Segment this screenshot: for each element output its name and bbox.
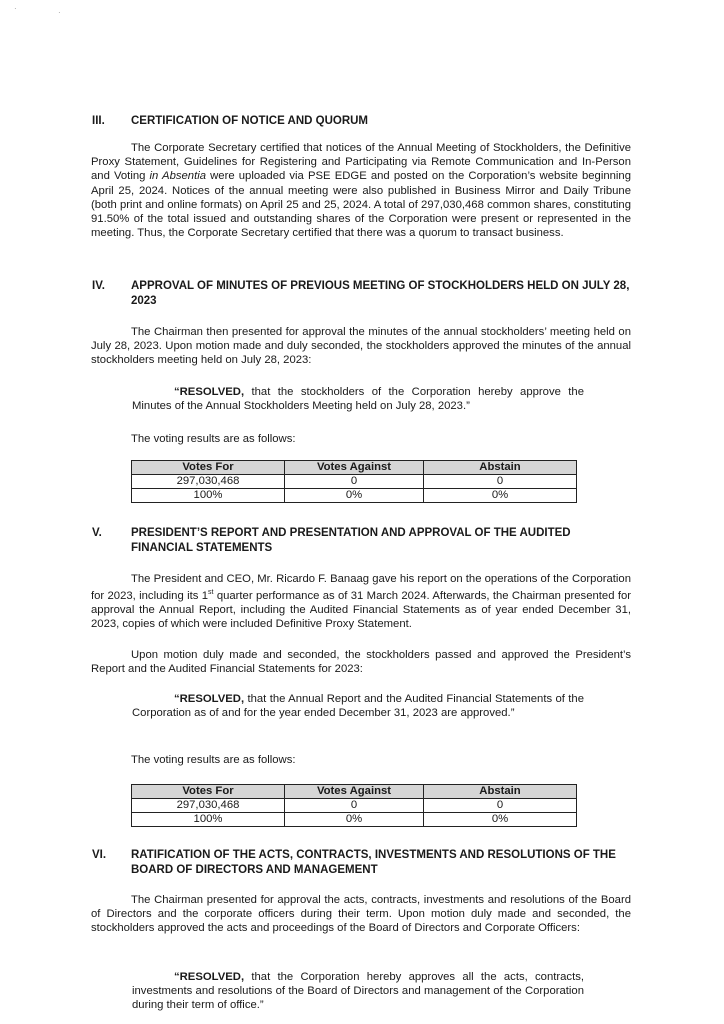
section-paragraph: Upon motion duly made and seconded, the stockholders passed and approved the President’s Report and the Audited Financial Statements for 2023:: [91, 649, 631, 676]
voting-results-label: The voting results are as follows:: [131, 433, 296, 445]
table-cell: 0: [285, 475, 424, 489]
votes-against-header: Votes Against: [285, 461, 424, 475]
resolution-quote: “RESOLVED, that the Annual Report and the Audited Financial Statements of the Corporation as of and for the year ended December 31, 2023 are approved.”: [132, 693, 584, 720]
votes-for-header: Votes For: [132, 785, 285, 799]
section-paragraph: The Chairman then presented for approval the minutes of the annual stockholders’ meeting held on July 28, 2023. Upon motion made and duly seconded, the stockholders approved the minutes of the annual stockholders meeting held on July 28, 2023:: [91, 326, 631, 367]
table-row: [132, 799, 577, 813]
table-header-row: [132, 785, 577, 799]
scan-mark: ·: [58, 8, 61, 17]
section-heading: APPROVAL OF MINUTES OF PREVIOUS MEETING OF STOCKHOLDERS HELD ON JULY 28, 2023: [131, 280, 630, 307]
table-cell: 100%: [132, 489, 285, 503]
section-number: IV.: [92, 280, 106, 292]
resolution-quote: “RESOLVED, that the stockholders of the Corporation hereby approve the Minutes of the Annual Stockholders Meeting held on July 28, 2023.”: [132, 386, 584, 413]
section-number: III.: [92, 115, 105, 127]
table-cell: 0: [424, 799, 577, 813]
abstain-header: Abstain: [424, 461, 577, 475]
votes-against-header: Votes Against: [285, 785, 424, 799]
votes-for-header: Votes For: [132, 461, 285, 475]
section-heading: CERTIFICATION OF NOTICE AND QUORUM: [131, 115, 369, 127]
table-row: [132, 475, 577, 489]
section-paragraph: The President and CEO, Mr. Ricardo F. Banaag gave his report on the operations of the Corporation for 2023, including its 1st quarter performance as of 31 March 2024. Afterwards, the Chairman presented for approval the Annual Report, including the Audited Financial Statements as of year ended December 31, 2023, copies of which were included Definitive Proxy Statement.: [91, 573, 632, 631]
table-cell: 297,030,468: [132, 799, 285, 813]
section-heading: RATIFICATION OF THE ACTS, CONTRACTS, INVESTMENTS AND RESOLUTIONS OF THE BOARD OF DIRECTORS AND MANAGEMENT: [131, 849, 616, 876]
table-cell: 0%: [424, 813, 577, 827]
table-cell: 0%: [424, 489, 577, 503]
abstain-header: Abstain: [424, 785, 577, 799]
table-cell: 0%: [285, 489, 424, 503]
table-cell: 100%: [132, 813, 285, 827]
resolution-quote: “RESOLVED, that the Corporation hereby approves all the acts, contracts, investments and resolutions of the Board of Directors and management of the Corporation during their term of office.”: [132, 971, 584, 1012]
table-cell: 297,030,468: [132, 475, 285, 489]
table-row: [132, 813, 577, 827]
table-cell: 0: [285, 799, 424, 813]
section-heading: PRESIDENT’S REPORT AND PRESENTATION AND APPROVAL OF THE AUDITED FINANCIAL STATEMENTS: [131, 527, 571, 554]
voting-results-label: The voting results are as follows:: [131, 754, 296, 766]
table-cell: 0: [424, 475, 577, 489]
voting-results-table: [131, 460, 577, 503]
section-number: V.: [92, 527, 102, 539]
table-cell: 0%: [285, 813, 424, 827]
section-paragraph: The Corporate Secretary certified that notices of the Annual Meeting of Stockholders, the Definitive Proxy Statement, Guidelines for Registering and Participating via Remote Communication and In-Person and Voting in Absentia were uploaded via PSE EDGE and posted on the Corporation’s website beginning April 25, 2024. Notices of the annual meeting were also published in Business Mirror and Daily Tribune (both print and online formats) on April 25 and 25, 2024. A total of 297,030,468 common shares, constituting 91.50% of the total issued and outstanding shares of the Corporation were present or represented in the meeting. Thus, the Corporate Secretary certified that there was a quorum to transact business.: [91, 142, 631, 240]
section-number: VI.: [92, 849, 107, 861]
table-row: [132, 489, 577, 503]
voting-results-table: [131, 784, 577, 827]
table-header-row: [132, 461, 577, 475]
section-paragraph: The Chairman presented for approval the acts, contracts, investments and resolutions of the Board of Directors and the corporate officers during their term. Upon motion duly made and seconded, the stockholders approved the acts and proceedings of the Board of Directors and Corporate Officers:: [91, 894, 631, 935]
scan-mark: ·: [14, 4, 17, 13]
